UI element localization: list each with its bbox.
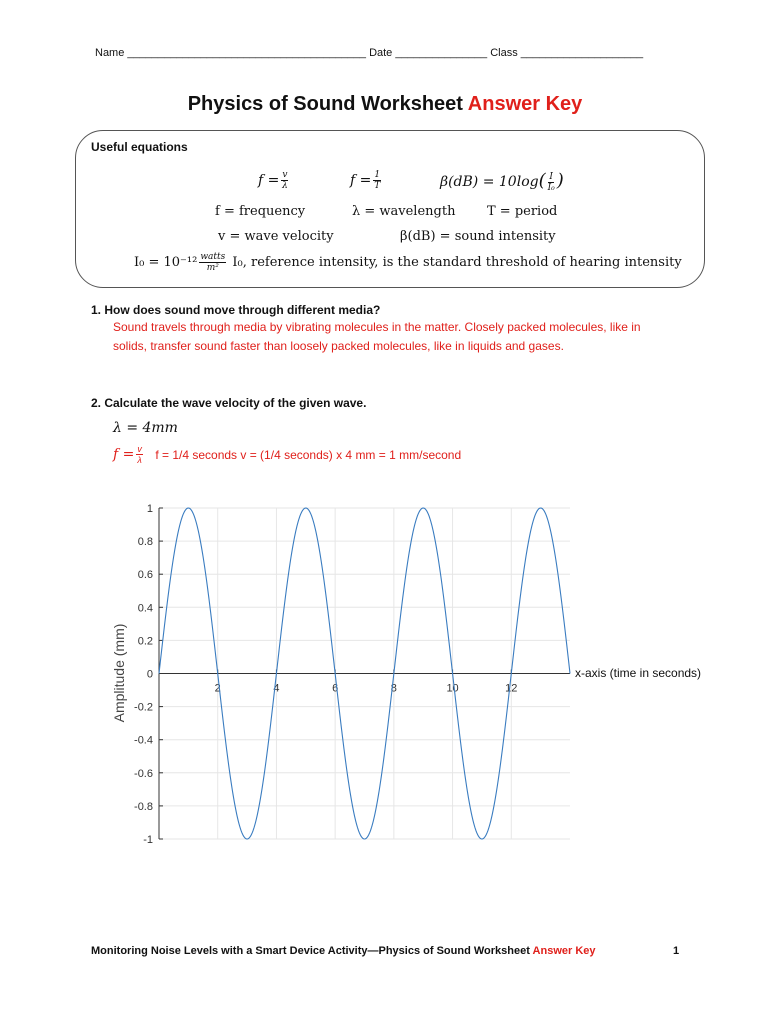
x-tick-label: 10 <box>446 682 459 695</box>
title-answer-key: Answer Key <box>467 93 583 115</box>
definition-frequency: f = frequency <box>215 204 306 219</box>
y-tick-label: 0.4 <box>137 602 153 615</box>
date-label: Date <box>369 47 393 59</box>
question-2: 2. Calculate the wave velocity of the given wave. <box>91 396 367 410</box>
y-tick-label: -0.8 <box>134 800 153 813</box>
x-tick-label: 8 <box>390 682 397 695</box>
footer <box>91 945 596 957</box>
class-label: Class <box>490 47 518 59</box>
equation-frequency-period: f = $\frac{1}{T}$ <box>350 170 381 191</box>
y-tick-label: 1 <box>146 503 153 515</box>
x-tick-label: 6 <box>332 682 339 695</box>
name-label: Name <box>95 47 125 59</box>
page-number: 1 <box>673 945 680 957</box>
reference-intensity-line: I₀ = 10⁻¹² $\frac{\text{watts}}{\text{m²}}$ I₀, reference intensity, is the standard threshold of hearing intensity <box>134 252 682 273</box>
equation-decibel: β(dB) = 10log( $\frac{I}{\text{I₀}}$ ) <box>440 170 564 193</box>
x-tick-label: 12 <box>505 682 518 695</box>
equations-heading: Useful equations <box>91 140 188 154</box>
question-1: 1. How does sound move through different media? <box>91 303 381 317</box>
definition-velocity: v = wave velocity <box>218 229 334 244</box>
y-tick-label: 0 <box>146 668 153 681</box>
name-blank[interactable]: _______________________________________ <box>127 47 366 59</box>
x-axis-label: x-axis (time in seconds) <box>575 666 702 680</box>
date-blank[interactable]: _______________ <box>395 47 488 59</box>
footer-answer-key: Answer Key <box>532 945 596 957</box>
y-tick-label: -0.2 <box>134 701 153 714</box>
x-tick-label: 2 <box>214 682 221 695</box>
definition-wavelength: λ = wavelength <box>352 204 456 219</box>
definition-period: T = period <box>487 204 558 219</box>
title-main: Physics of Sound Worksheet <box>187 93 463 115</box>
answer-1-line-2: solids, transfer sound faster than loosely packed molecules, like in liquids and gases. <box>113 339 564 353</box>
chart-axes <box>159 508 570 839</box>
y-tick-label: 0.8 <box>137 536 153 549</box>
footer-text: Monitoring Noise Levels with a Smart Device Activity—Physics of Sound Worksheet <box>91 945 530 957</box>
y-tick-label: 0.2 <box>137 635 153 648</box>
class-blank[interactable]: ____________________ <box>520 47 644 59</box>
y-tick-label: -0.6 <box>134 767 153 780</box>
y-tick-label: -0.4 <box>134 734 153 747</box>
answer-1-line-1: Sound travels through media by vibrating molecules in the matter. Closely packed molecules, like in <box>113 320 641 334</box>
y-tick-label: -1 <box>143 834 153 846</box>
definition-sound-intensity: β(dB) = sound intensity <box>400 229 556 244</box>
y-axis-label: Amplitude (mm) <box>111 623 127 723</box>
equation-frequency-velocity: f = $\frac{v}{\lambda}$ <box>258 170 288 191</box>
given-wavelength: λ = 4mm <box>113 420 178 436</box>
answer-2: f = $\frac{v}{\lambda}$ f = 1/4 seconds v = (1/4 seconds) x 4 mm = 1 mm/second <box>113 444 462 465</box>
y-tick-label: 0.6 <box>137 569 153 582</box>
x-tick-label: 4 <box>273 682 280 695</box>
